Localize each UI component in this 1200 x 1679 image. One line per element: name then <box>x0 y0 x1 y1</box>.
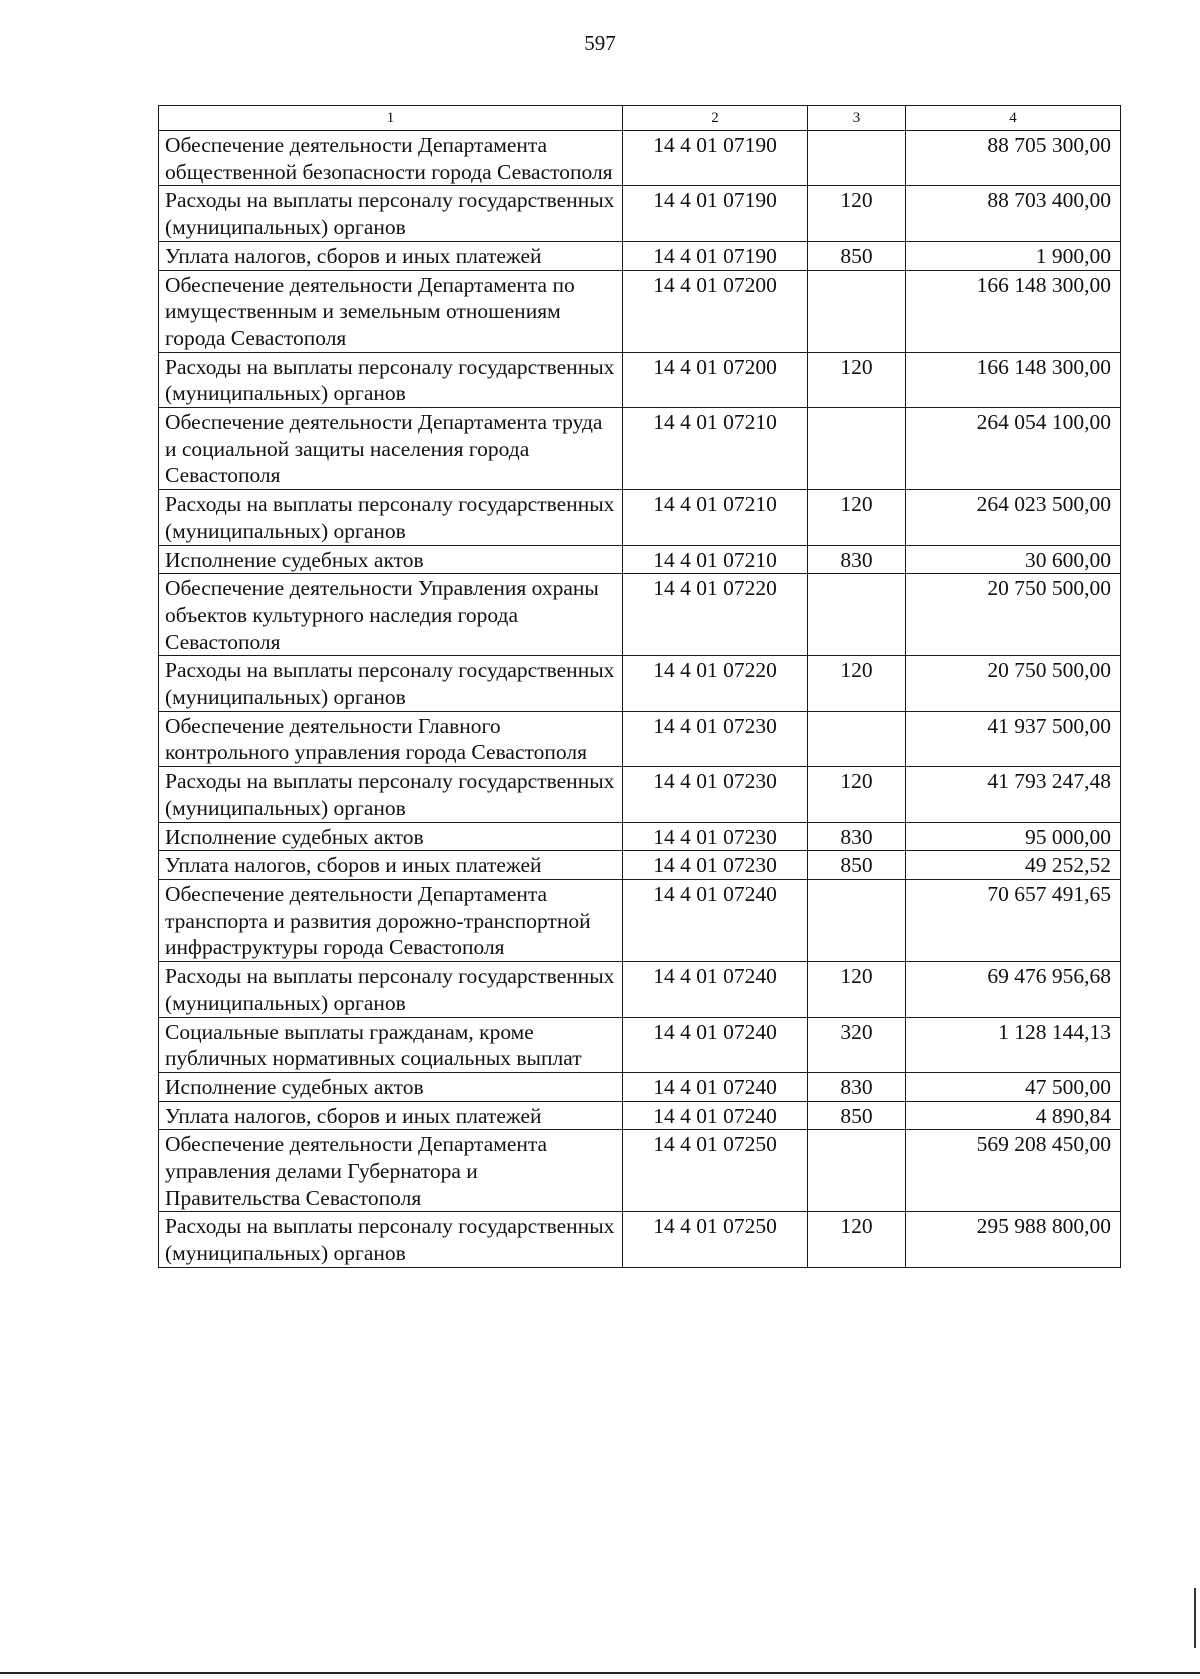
row-name: Обеспечение деятельности Главного контрольного управления города Севастополя <box>159 711 623 766</box>
row-code: 14 4 01 07240 <box>623 1017 808 1072</box>
row-expense-type: 830 <box>808 1072 906 1101</box>
table-body <box>159 131 1121 1268</box>
row-expense-type <box>808 711 906 766</box>
table-row <box>159 711 1121 766</box>
row-name: Расходы на выплаты персоналу государственных (муниципальных) органов <box>159 962 623 1017</box>
page-number: 597 <box>584 31 616 55</box>
row-amount: 41 937 500,00 <box>906 711 1121 766</box>
row-amount: 69 476 956,68 <box>906 962 1121 1017</box>
row-amount: 4 890,84 <box>906 1101 1121 1130</box>
row-amount: 1 128 144,13 <box>906 1017 1121 1072</box>
row-name: Расходы на выплаты персоналу государственных (муниципальных) органов <box>159 656 623 711</box>
table-row <box>159 574 1121 656</box>
row-amount: 49 252,52 <box>906 851 1121 880</box>
row-expense-type: 830 <box>808 822 906 851</box>
row-amount: 264 023 500,00 <box>906 490 1121 545</box>
row-amount: 166 148 300,00 <box>906 270 1121 352</box>
row-name: Обеспечение деятельности Департамента труда и социальной защиты населения города Севастополя <box>159 408 623 490</box>
row-expense-type <box>808 879 906 961</box>
row-amount: 1 900,00 <box>906 241 1121 270</box>
row-expense-type: 320 <box>808 1017 906 1072</box>
row-amount: 95 000,00 <box>906 822 1121 851</box>
table-row <box>159 1017 1121 1072</box>
row-code: 14 4 01 07240 <box>623 1072 808 1101</box>
row-name: Обеспечение деятельности Управления охраны объектов культурного наследия города Севастополя <box>159 574 623 656</box>
row-name: Обеспечение деятельности Департамента по имущественным и земельным отношениям города Севастополя <box>159 270 623 352</box>
header-row <box>159 106 1121 131</box>
row-amount: 70 657 491,65 <box>906 879 1121 961</box>
row-name: Обеспечение деятельности Департамента общественной безопасности города Севастополя <box>159 131 623 186</box>
row-expense-type <box>808 574 906 656</box>
table-row <box>159 186 1121 241</box>
row-expense-type <box>808 270 906 352</box>
table-row <box>159 851 1121 880</box>
row-code: 14 4 01 07250 <box>623 1130 808 1212</box>
row-name: Исполнение судебных актов <box>159 545 623 574</box>
row-name: Социальные выплаты гражданам, кроме публичных нормативных социальных выплат <box>159 1017 623 1072</box>
row-amount: 47 500,00 <box>906 1072 1121 1101</box>
row-code: 14 4 01 07220 <box>623 574 808 656</box>
header-col-2: 2 <box>623 106 808 131</box>
row-expense-type <box>808 131 906 186</box>
row-code: 14 4 01 07240 <box>623 1101 808 1130</box>
row-code: 14 4 01 07190 <box>623 241 808 270</box>
row-expense-type: 120 <box>808 1212 906 1267</box>
row-code: 14 4 01 07230 <box>623 767 808 822</box>
row-amount: 20 750 500,00 <box>906 656 1121 711</box>
table-row <box>159 1072 1121 1101</box>
row-code: 14 4 01 07210 <box>623 490 808 545</box>
table-row <box>159 767 1121 822</box>
table-row <box>159 1130 1121 1212</box>
row-code: 14 4 01 07250 <box>623 1212 808 1267</box>
row-name: Обеспечение деятельности Департамента управления делами Губернатора и Правительства Севастополя <box>159 1130 623 1212</box>
row-expense-type: 120 <box>808 352 906 407</box>
row-code: 14 4 01 07240 <box>623 962 808 1017</box>
table-row <box>159 879 1121 961</box>
scan-margin-mark <box>1194 1588 1196 1648</box>
row-name: Исполнение судебных актов <box>159 1072 623 1101</box>
row-name: Обеспечение деятельности Департамента транспорта и развития дорожно-транспортной инфраструктуры города Севастополя <box>159 879 623 961</box>
row-amount: 88 703 400,00 <box>906 186 1121 241</box>
row-expense-type <box>808 408 906 490</box>
row-expense-type: 120 <box>808 186 906 241</box>
row-name: Расходы на выплаты персоналу государственных (муниципальных) органов <box>159 767 623 822</box>
row-expense-type: 850 <box>808 851 906 880</box>
header-col-1: 1 <box>159 106 623 131</box>
table-row <box>159 545 1121 574</box>
row-name: Уплата налогов, сборов и иных платежей <box>159 241 623 270</box>
row-code: 14 4 01 07190 <box>623 131 808 186</box>
row-name: Исполнение судебных актов <box>159 822 623 851</box>
row-amount: 41 793 247,48 <box>906 767 1121 822</box>
row-code: 14 4 01 07210 <box>623 408 808 490</box>
row-name: Расходы на выплаты персоналу государственных (муниципальных) органов <box>159 1212 623 1267</box>
row-name: Уплата налогов, сборов и иных платежей <box>159 851 623 880</box>
table-row <box>159 1101 1121 1130</box>
row-name: Расходы на выплаты персоналу государственных (муниципальных) органов <box>159 490 623 545</box>
row-code: 14 4 01 07220 <box>623 656 808 711</box>
row-amount: 569 208 450,00 <box>906 1130 1121 1212</box>
table-row <box>159 656 1121 711</box>
row-amount: 295 988 800,00 <box>906 1212 1121 1267</box>
row-expense-type: 850 <box>808 1101 906 1130</box>
row-amount: 264 054 100,00 <box>906 408 1121 490</box>
row-code: 14 4 01 07200 <box>623 352 808 407</box>
row-expense-type: 850 <box>808 241 906 270</box>
row-name: Расходы на выплаты персоналу государственных (муниципальных) органов <box>159 352 623 407</box>
row-expense-type <box>808 1130 906 1212</box>
row-code: 14 4 01 07240 <box>623 879 808 961</box>
header-col-4: 4 <box>906 106 1121 131</box>
table-row <box>159 408 1121 490</box>
budget-table <box>158 105 1121 1268</box>
header-col-3: 3 <box>808 106 906 131</box>
row-expense-type: 120 <box>808 656 906 711</box>
row-amount: 30 600,00 <box>906 545 1121 574</box>
table-row <box>159 131 1121 186</box>
scan-bottom-rule <box>0 1672 1200 1674</box>
row-code: 14 4 01 07190 <box>623 186 808 241</box>
row-amount: 166 148 300,00 <box>906 352 1121 407</box>
row-code: 14 4 01 07230 <box>623 851 808 880</box>
row-amount: 20 750 500,00 <box>906 574 1121 656</box>
row-name: Уплата налогов, сборов и иных платежей <box>159 1101 623 1130</box>
table-row <box>159 270 1121 352</box>
row-code: 14 4 01 07200 <box>623 270 808 352</box>
table-row <box>159 962 1121 1017</box>
row-expense-type: 120 <box>808 767 906 822</box>
table-row <box>159 822 1121 851</box>
row-code: 14 4 01 07210 <box>623 545 808 574</box>
row-expense-type: 120 <box>808 962 906 1017</box>
row-code: 14 4 01 07230 <box>623 711 808 766</box>
table-row <box>159 490 1121 545</box>
row-amount: 88 705 300,00 <box>906 131 1121 186</box>
row-expense-type: 120 <box>808 490 906 545</box>
row-name: Расходы на выплаты персоналу государственных (муниципальных) органов <box>159 186 623 241</box>
row-expense-type: 830 <box>808 545 906 574</box>
row-code: 14 4 01 07230 <box>623 822 808 851</box>
table-row <box>159 352 1121 407</box>
table-row <box>159 241 1121 270</box>
table-row <box>159 1212 1121 1267</box>
